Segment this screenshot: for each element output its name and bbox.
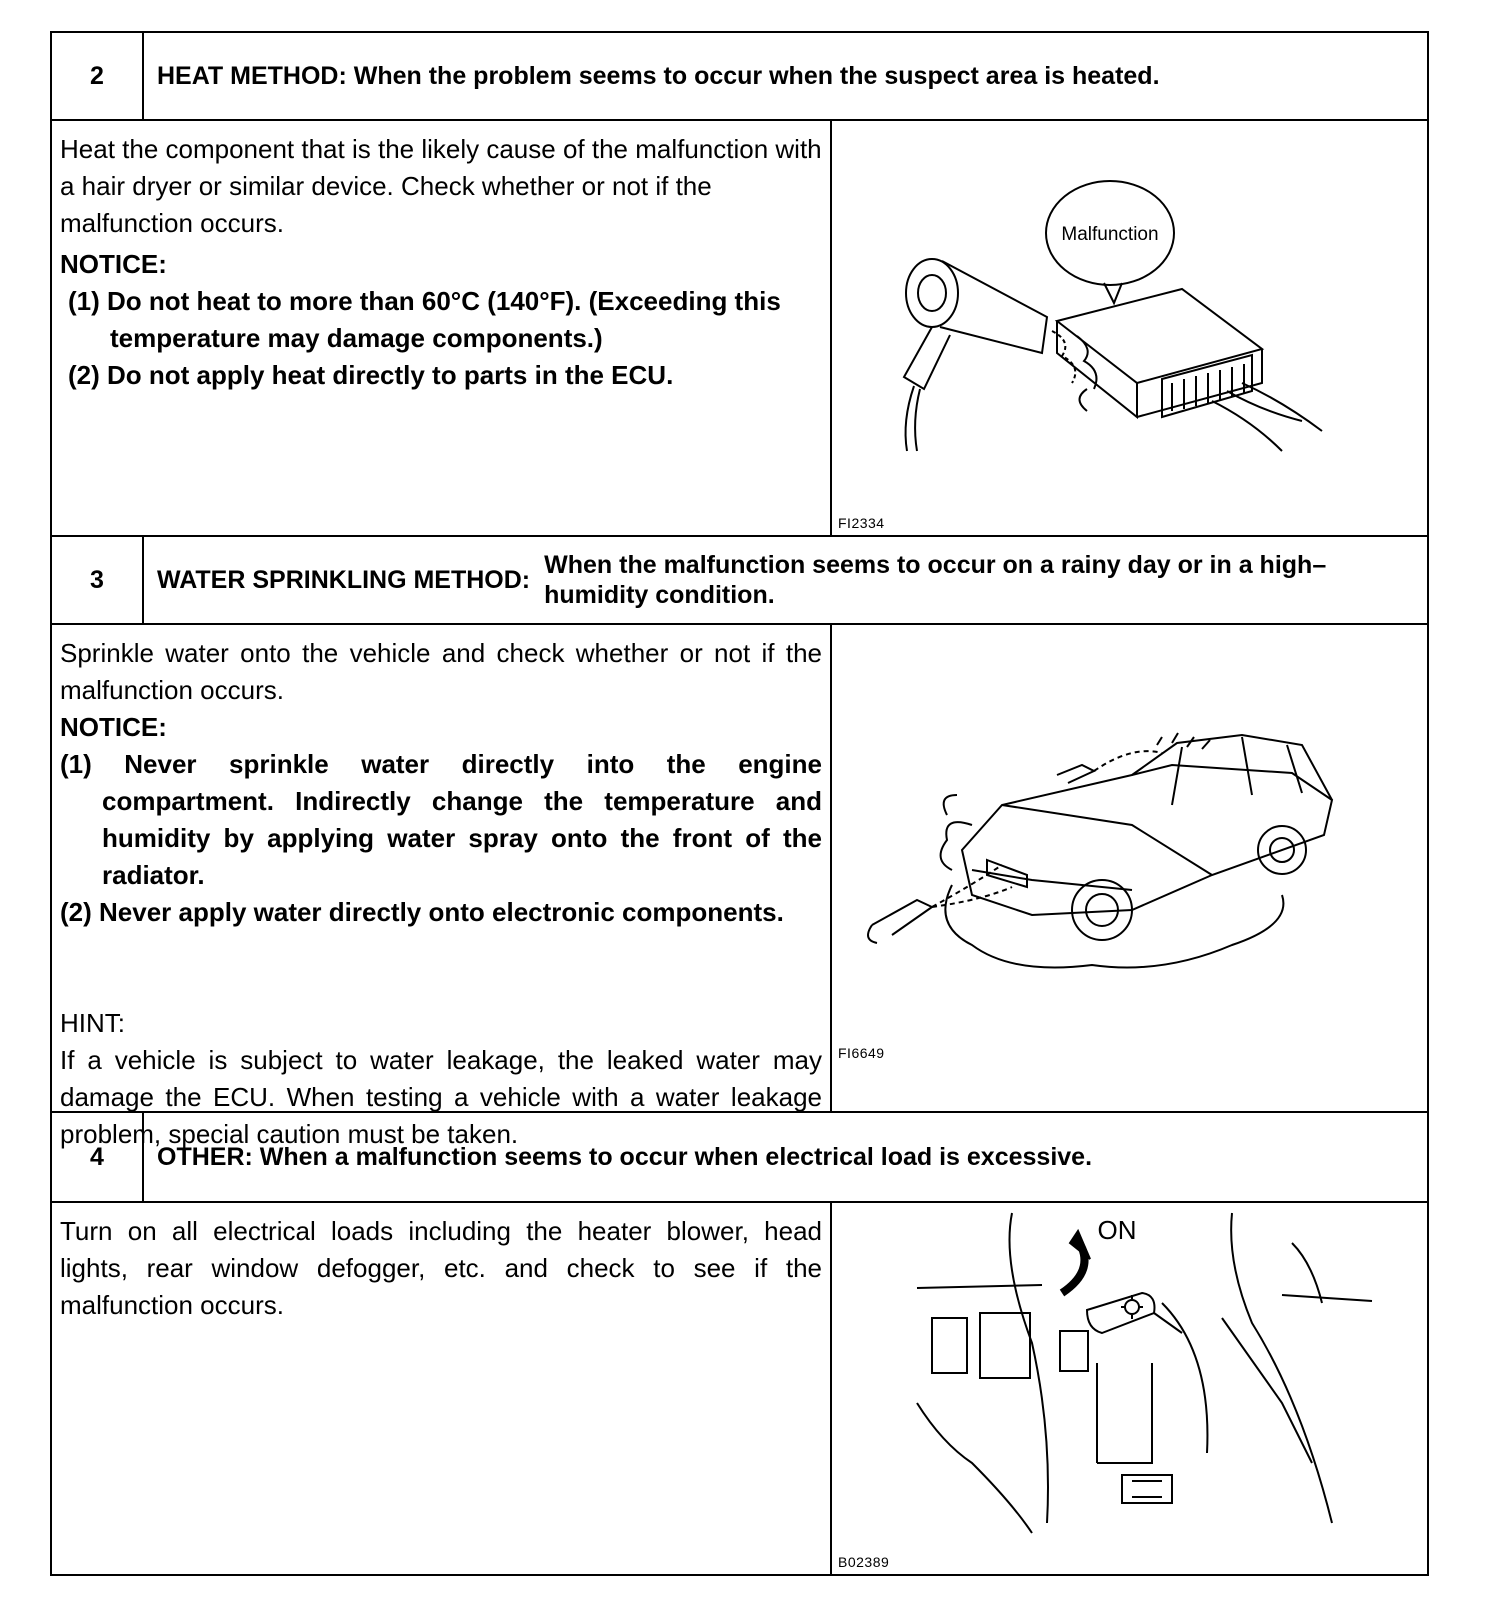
heat-illustration — [832, 121, 1427, 535]
section-title: OTHER: When a malfunction seems to occur when electrical load is excessive. — [157, 1142, 1093, 1171]
light-switch-icon — [1087, 1293, 1182, 1333]
section-number: 2 — [52, 33, 144, 119]
procedure-table — [50, 31, 1429, 1576]
section-title-label: WATER SPRINKLING METHOD: — [157, 565, 531, 594]
on-label: ON — [1097, 1215, 1137, 1245]
section-number: 3 — [52, 537, 144, 623]
malfunction-callout-label: Malfunction — [1061, 224, 1159, 245]
hint-label: HINT: — [60, 1008, 125, 1038]
hint-text: If a vehicle is subject to water leakage, the leaked water may damage the ECU. When testing a vehicle with a water leakage problem, special caution must be taken. — [60, 1045, 822, 1149]
dashboard-icon — [917, 1213, 1372, 1533]
heat-method-figure — [832, 121, 1427, 535]
hair-dryer-icon — [904, 259, 1047, 451]
notice-label: NOTICE: — [60, 249, 167, 279]
notice-item: (2) Never apply water directly onto electronic components. — [60, 897, 784, 927]
section-3-body — [52, 625, 1427, 1149]
section-number: 4 — [52, 1113, 144, 1201]
section-3-text — [52, 625, 832, 1149]
figure-code: FI2334 — [838, 515, 885, 531]
section-4-body — [52, 1203, 1427, 1574]
section-2-body — [52, 121, 1427, 537]
section-2-header — [52, 33, 1427, 121]
section-4-header — [52, 1113, 1427, 1203]
section-body-text: Turn on all electrical loads including the heater blower, head lights, rear window defogger, etc. and check to see if the malfunction occurs. — [60, 1216, 822, 1320]
section-title-description: When the malfunction seems to occur on a rainy day or in a high–humidity condition. — [544, 551, 1327, 609]
ecu-icon — [1057, 289, 1322, 451]
water-mist-outline — [945, 885, 1283, 968]
section-4-text — [52, 1203, 832, 1574]
on-arrow — [1062, 1248, 1085, 1293]
notice-item: (1) Never sprinkle water directly into the engine compartment. Indirectly change the temperature and humidity by applying water spray onto the front of the radiator. — [60, 749, 822, 890]
dashboard-illustration — [832, 1203, 1427, 1572]
other-method-figure — [832, 1203, 1427, 1574]
section-body-text: Heat the component that is the likely cause of the malfunction with a hair dryer or similar device. Check whether or not if the malfunction occurs. — [60, 134, 822, 238]
water-sprinkling-figure — [832, 625, 1427, 1111]
notice-item: (2) Do not apply heat directly to parts in the ECU. — [68, 360, 674, 390]
section-title: HEAT METHOD: When the problem seems to occur when the suspect area is heated. — [157, 61, 1160, 90]
section-body-text: Sprinkle water onto the vehicle and check whether or not if the malfunction occurs. — [60, 638, 822, 705]
figure-code: FI6649 — [838, 1045, 885, 1061]
section-3-header — [52, 537, 1427, 625]
car-icon — [962, 735, 1332, 940]
section-title — [157, 537, 1417, 623]
car-illustration — [832, 625, 1427, 1111]
figure-code: B02389 — [838, 1554, 890, 1570]
notice-item: (1) Do not heat to more than 60°C (140°F). (Exceeding this temperature may damage components.) — [68, 286, 781, 353]
notice-label: NOTICE: — [60, 712, 167, 742]
section-2-text — [52, 121, 832, 535]
